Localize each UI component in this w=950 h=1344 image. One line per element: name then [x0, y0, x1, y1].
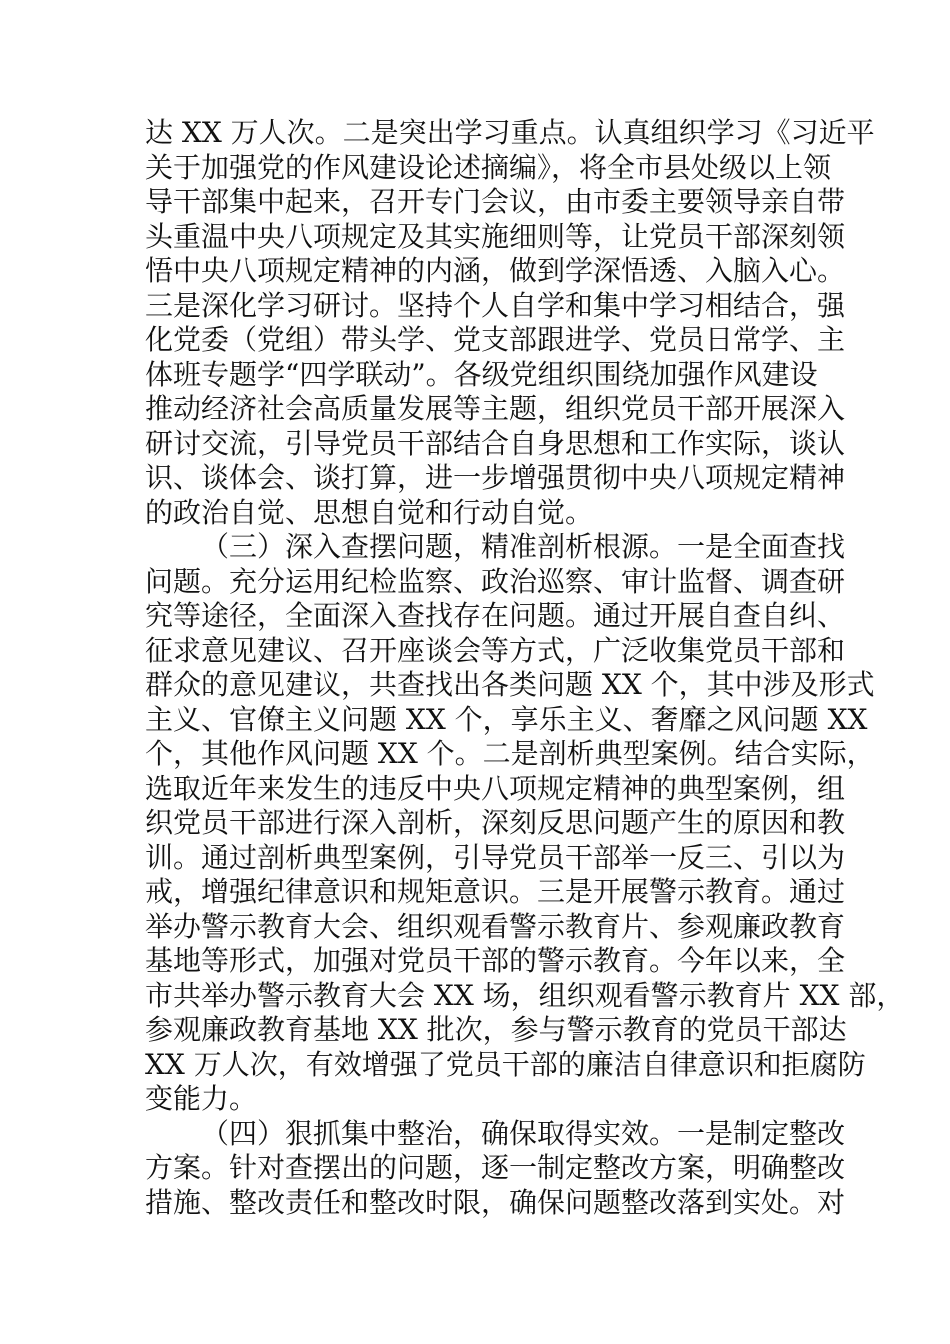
text-line: 训。通过剖析典型案例，引导党员干部举一反三、引以为	[145, 840, 846, 874]
text-line: 主义、官僚主义问题 XX 个，享乐主义、奢靡之风问题 XX	[145, 702, 868, 736]
text-line: 变能力。	[145, 1082, 258, 1115]
text-line: 个，其他作风问题 XX 个。二是剖析典型案例。结合实际，	[145, 737, 875, 770]
text-line: 征求意见建议、召开座谈会等方式，广泛收集党员干部和	[145, 633, 846, 667]
text-line: 方案。针对查摆出的问题，逐一制定整改方案，明确整改	[145, 1151, 846, 1184]
text-line: 推动经济社会高质量发展等主题，组织党员干部开展深入	[145, 392, 846, 425]
text-line: 导干部集中起来，召开专门会议，由市委主要领导亲自带	[145, 185, 846, 218]
text-line: 织党员干部进行深入剖析，深刻反思问题产生的原因和教	[145, 806, 846, 839]
text-line: 的政治自觉、思想自觉和行动自觉。	[145, 495, 594, 529]
text-line: 举办警示教育大会、组织观看警示教育片、参观廉政教育	[145, 909, 846, 943]
text-line: 问题。充分运用纪检监察、政治巡察、审计监督、调查研	[145, 564, 846, 598]
text-line: XX 万人次，有效增强了党员干部的廉洁自律意识和拒腐防	[145, 1047, 866, 1081]
text-line: 戒，增强纪律意识和规矩意识。三是开展警示教育。通过	[145, 875, 846, 908]
section-heading-line: （四）狠抓集中整治，确保取得实效。一是制定整改	[201, 1116, 846, 1150]
text-line: 选取近年来发生的违反中央八项规定精神的典型案例，组	[145, 771, 846, 805]
text-line: 体班专题学“四学联动”。各级党组织围绕加强作风建设	[145, 357, 818, 391]
text-line: 关于加强党的作风建设论述摘编》，将全市县处级以上领	[145, 150, 832, 184]
text-line: 研讨交流，引导党员干部结合自身思想和工作实际，谈认	[145, 426, 846, 460]
text-line: 措施、整改责任和整改时限，确保问题整改落到实处。对	[145, 1185, 846, 1219]
document-body	[145, 116, 905, 1220]
text-line: 悟中央八项规定精神的内涵，做到学深悟透、入脑入心。	[145, 254, 846, 287]
text-line: 究等途径，全面深入查找存在问题。通过开展自查自纠、	[145, 599, 846, 632]
text-line: 化党委（党组）带头学、党支部跟进学、党员日常学、主	[145, 323, 846, 356]
text-line: 达 XX 万人次。二是突出学习重点。认真组织学习《习近平	[145, 116, 875, 149]
text-line: 市共举办警示教育大会 XX 场，组织观看警示教育片 XX 部，	[145, 978, 905, 1012]
text-line: 三是深化学习研讨。坚持个人自学和集中学习相结合，强	[145, 288, 846, 322]
text-line: 头重温中央八项规定及其实施细则等，让党员干部深刻领	[145, 219, 846, 253]
text-line: 基地等形式，加强对党员干部的警示教育。今年以来，全	[145, 944, 846, 977]
section-heading-line: （三）深入查摆问题，精准剖析根源。一是全面查找	[201, 530, 846, 563]
text-line: 识、谈体会、谈打算，进一步增强贯彻中央八项规定精神	[145, 461, 846, 494]
text-line: 参观廉政教育基地 XX 批次，参与警示教育的党员干部达	[145, 1013, 847, 1046]
text-line: 群众的意见建议，共查找出各类问题 XX 个，其中涉及形式	[145, 668, 875, 701]
